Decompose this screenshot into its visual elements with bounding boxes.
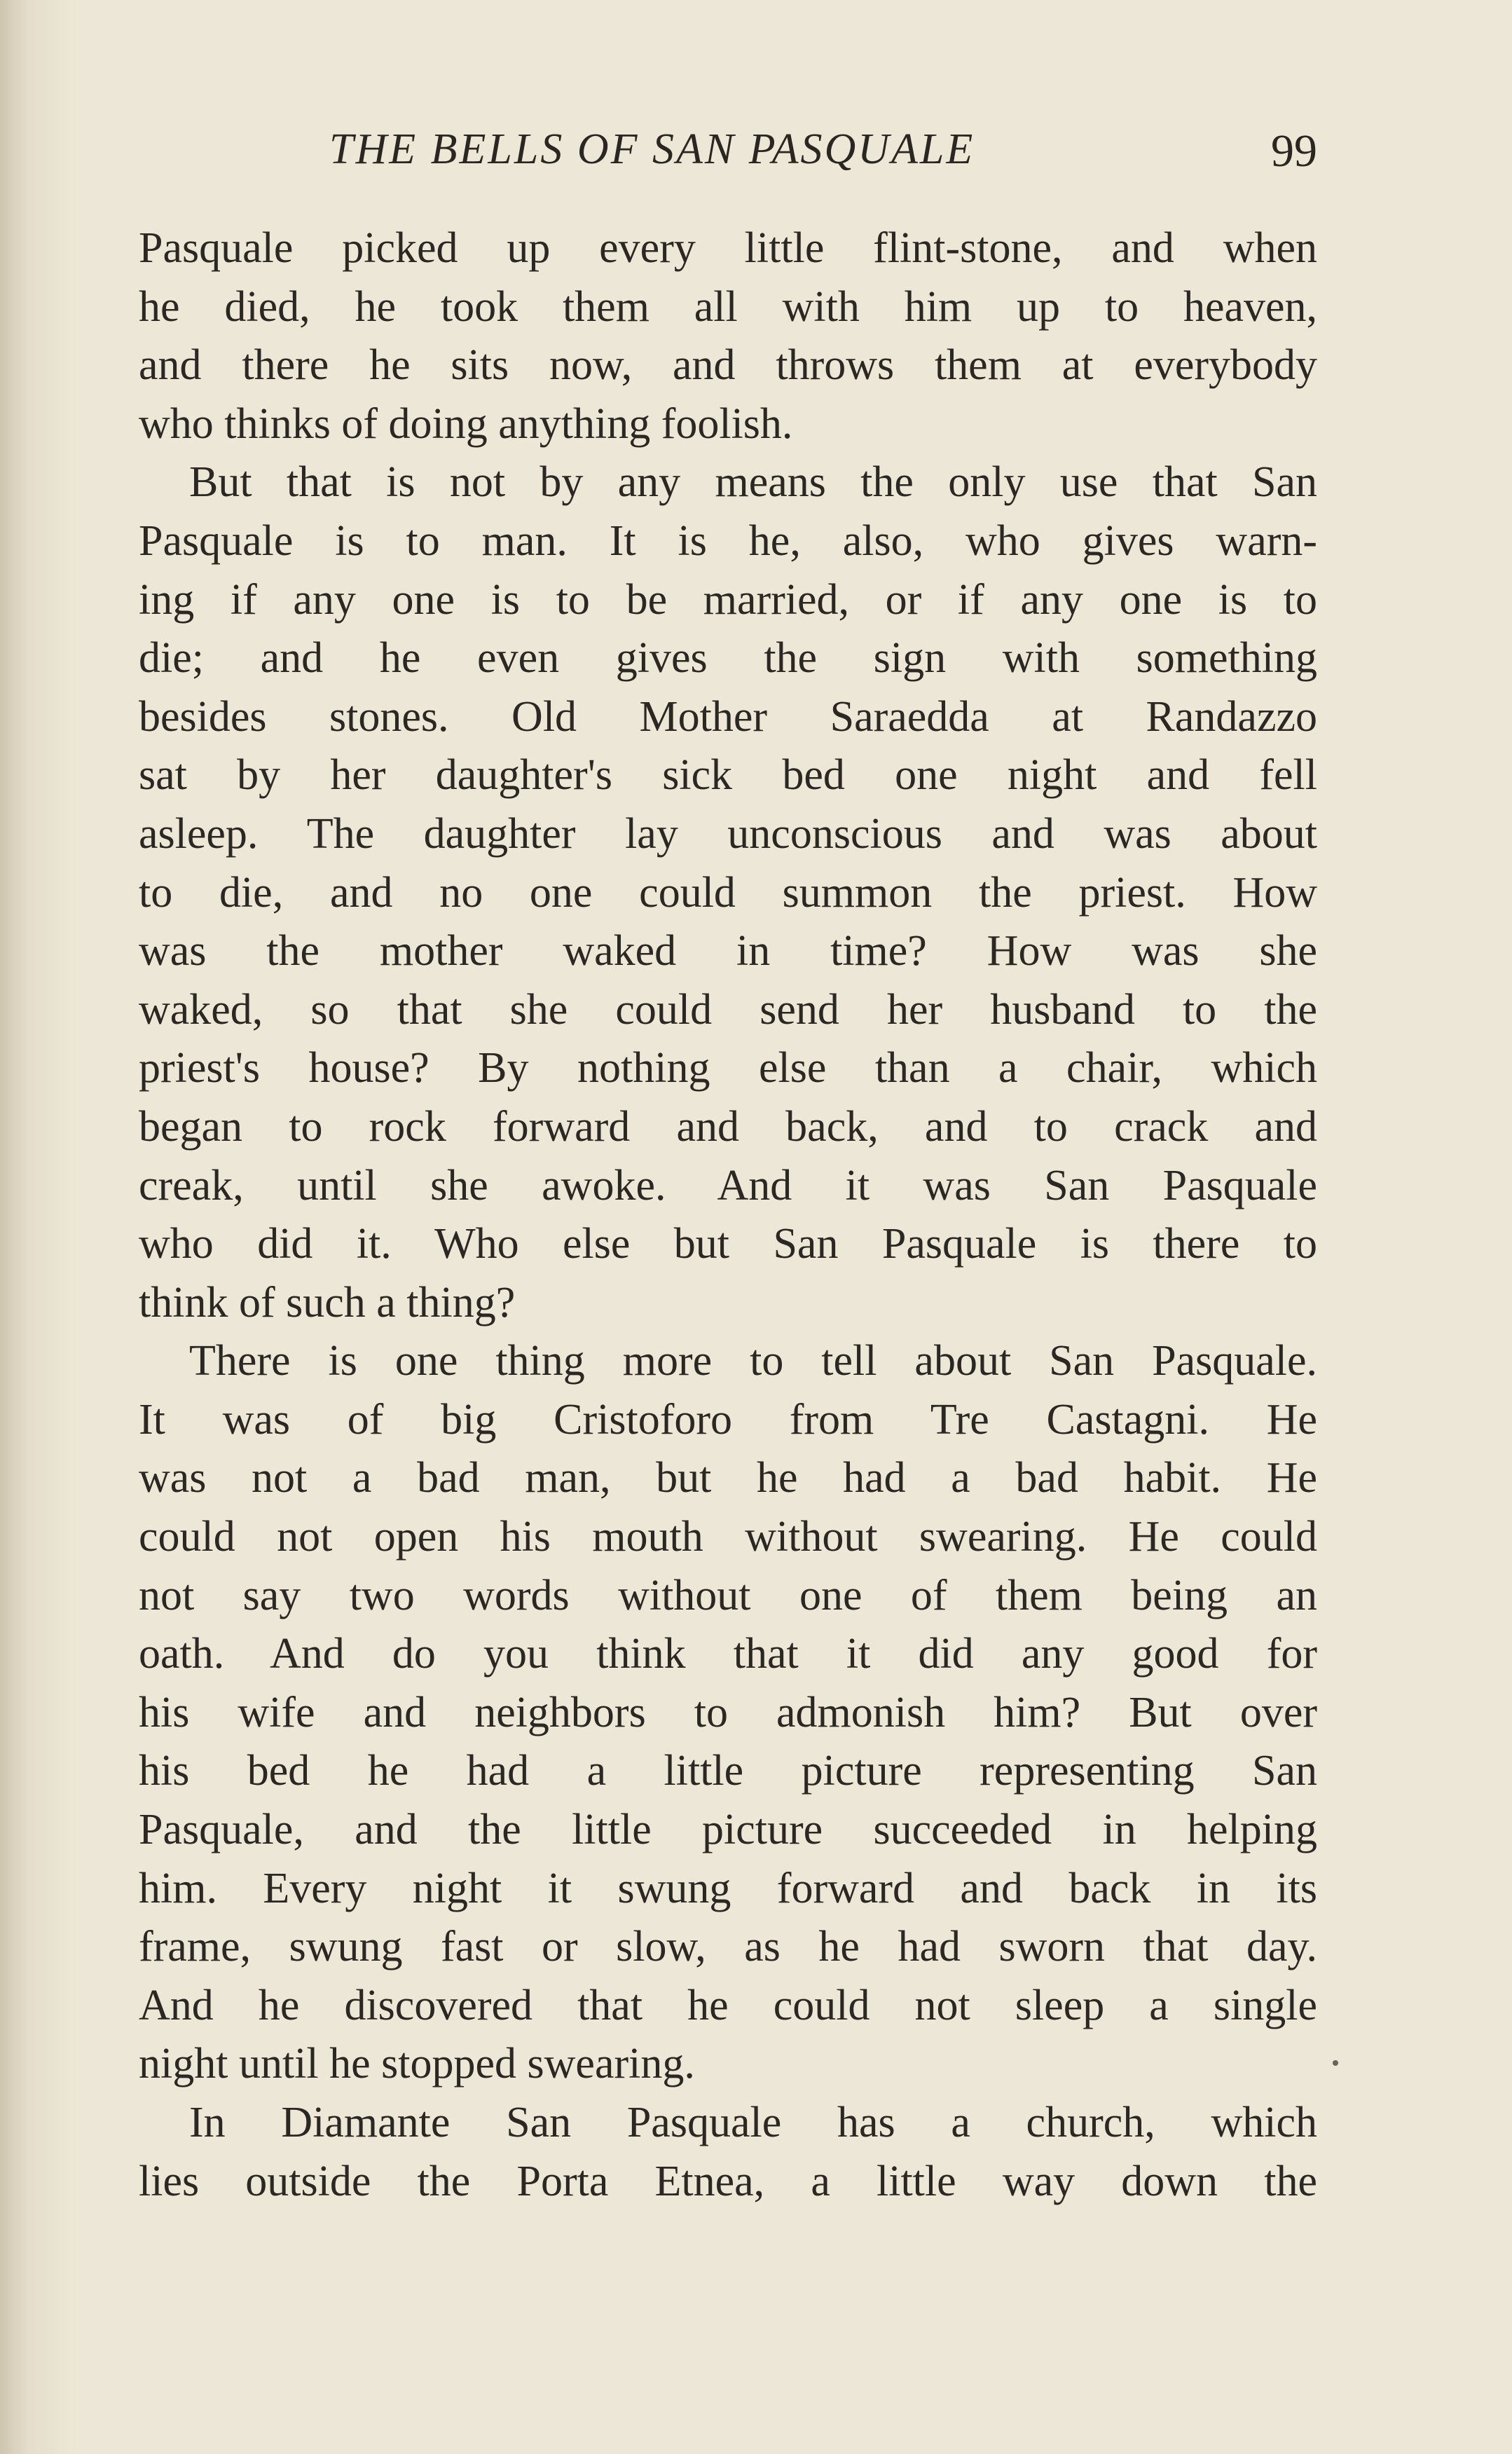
text-line: die; and he even gives the sign with something: [139, 634, 1317, 683]
text-line: oath. And do you think that it did any good for: [139, 1630, 1317, 1678]
text-line: night until he stopped swearing.: [139, 2040, 695, 2088]
text-line: Pasquale, and the little picture succeeded in helping: [139, 1806, 1317, 1854]
text-line: It was of big Cristoforo from Tre Castagni. He: [139, 1395, 1317, 1444]
text-line: who did it. Who else but San Pasquale is there to: [139, 1220, 1317, 1268]
text-line: And he discovered that he could not sleep a single: [139, 1981, 1317, 2029]
text-line: frame, swung fast or slow, as he had sworn that day.: [139, 1923, 1317, 1971]
text-line: Pasquale picked up every little flint-stone, and when: [139, 224, 1317, 272]
text-line: But that is not by any means the only use that San: [189, 458, 1317, 507]
page-number: 99: [1271, 125, 1317, 177]
text-line: sat by her daughter's sick bed one night and fell: [139, 751, 1317, 800]
text-line: his wife and neighbors to admonish him? But over: [139, 1688, 1317, 1736]
text-line: think of such a thing?: [139, 1278, 516, 1327]
text-line: creak, until she awoke. And it was San Pasquale: [139, 1161, 1317, 1209]
text-line: began to rock forward and back, and to crack and: [139, 1102, 1317, 1151]
text-line: who thinks of doing anything foolish.: [139, 399, 793, 448]
text-line: lies outside the Porta Etnea, a little way down the: [139, 2157, 1317, 2205]
text-line: him. Every night it swung forward and back in its: [139, 1864, 1317, 1912]
text-line: besides stones. Old Mother Saraedda at Randazzo: [139, 692, 1317, 741]
text-line: he died, he took them all with him up to heaven,: [139, 282, 1317, 331]
text-line: his bed he had a little picture representing San: [139, 1747, 1317, 1795]
text-line: Pasquale is to man. It is he, also, who gives warn-: [139, 516, 1317, 565]
text-line: could not open his mouth without swearing. He could: [139, 1513, 1317, 1561]
text-line: not say two words without one of them being an: [139, 1571, 1317, 1619]
text-line: There is one thing more to tell about San Pasquale.: [189, 1337, 1317, 1385]
body-text: [139, 219, 1317, 2211]
text-line: In Diamante San Pasquale has a church, which: [189, 2099, 1317, 2146]
text-line: was the mother waked in time? How was she: [139, 927, 1317, 975]
text-line: priest's house? By nothing else than a chair, which: [139, 1044, 1317, 1092]
text-line: asleep. The daughter lay unconscious and was about: [139, 809, 1317, 858]
text-line: waked, so that she could send her husband to the: [139, 985, 1317, 1034]
running-title: THE BELLS OF SAN PASQUALE: [329, 125, 975, 173]
text-line: ing if any one is to be married, or if any one is to: [139, 575, 1317, 624]
ink-speck: [1333, 2060, 1338, 2066]
text-line: was not a bad man, but he had a bad habit. He: [139, 1454, 1317, 1502]
page-header: [329, 125, 1317, 188]
text-line: to die, and no one could summon the priest. How: [139, 868, 1317, 917]
text-line: and there he sits now, and throws them at everybody: [139, 341, 1317, 390]
